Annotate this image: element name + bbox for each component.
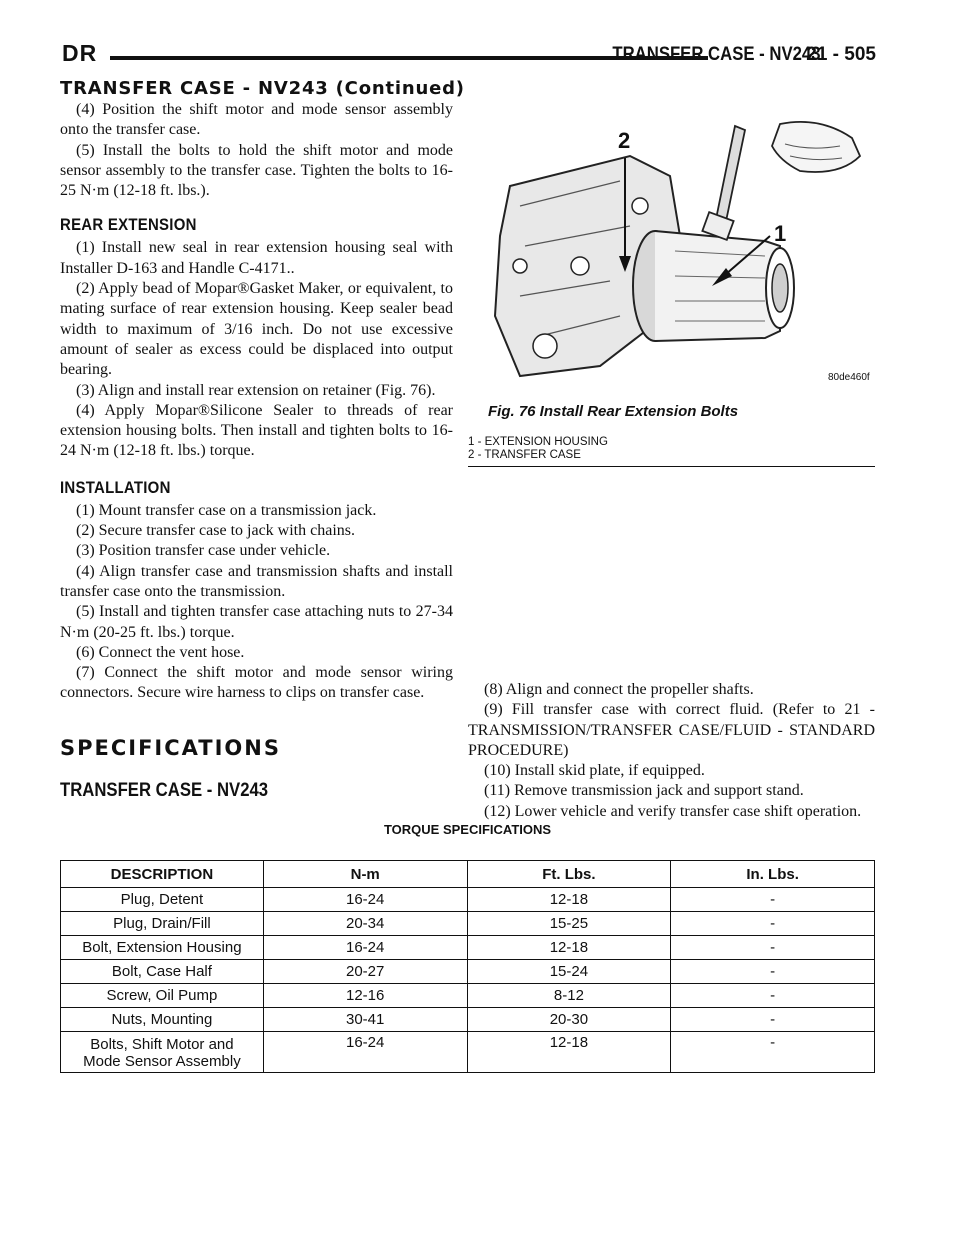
installation-step: (6) Connect the vent hose. [76, 643, 245, 661]
legend-item: 2 - TRANSFER CASE [468, 448, 581, 461]
table-cell: 16-24 [263, 888, 467, 912]
table-cell: 12-18 [467, 936, 671, 960]
intro-step: (5) Install the bolts to hold the shift motor and mode sensor assembly to the transfer case. Tighten the bolts to 16-25 N·m (12-18 ft. lbs.). [60, 141, 453, 200]
table-cell: 30-41 [263, 1008, 467, 1032]
table-cell: 12-18 [467, 888, 671, 912]
table-cell: 20-30 [467, 1008, 671, 1032]
specifications-heading: SPECIFICATIONS [60, 736, 281, 760]
column-header: N-m [263, 861, 467, 888]
rear-extension-step: (1) Install new seal in rear extension housing seal with Installer D-163 and Handle C-4171.. [60, 239, 453, 277]
intro-step: (4) Position the shift motor and mode sensor assembly onto the transfer case. [60, 101, 453, 139]
figure-legend [468, 436, 608, 461]
table-cell: 20-34 [263, 912, 467, 936]
right-column [468, 680, 875, 822]
column-header: Ft. Lbs. [467, 861, 671, 888]
table-row [61, 1032, 875, 1073]
table-cell: 8-12 [467, 984, 671, 1008]
table-cell: - [671, 960, 875, 984]
installation-heading: INSTALLATION [60, 477, 171, 497]
figure-code: 80de460f [828, 372, 870, 383]
table-cell: - [671, 1032, 875, 1073]
installation-step: (1) Mount transfer case on a transmission jack. [76, 501, 377, 519]
table-row [61, 960, 875, 984]
table-row [61, 936, 875, 960]
rear-extension-step: (4) Apply Mopar®Silicone Sealer to threads of rear extension housing bolts. Then install and tighten bolts to 16-24 N·m (12-18 ft. lbs.) torque. [60, 401, 453, 460]
table-cell: Bolt, Case Half [61, 960, 264, 984]
table-cell: 16-24 [263, 1032, 467, 1073]
table-row [61, 1008, 875, 1032]
left-column [60, 100, 453, 704]
rear-extension-heading: REAR EXTENSION [60, 215, 197, 235]
installation-step: (11) Remove transmission jack and support stand. [484, 782, 804, 800]
table-cell: 15-25 [467, 912, 671, 936]
torque-spec-table [60, 860, 875, 1073]
callout-1: 1 [774, 221, 787, 246]
rear-extension-step: (2) Apply bead of Mopar®Gasket Maker, or equivalent, to mating surface of rear extension housing. Keep sealer bead width to maximum of 3/16 inch. Do not use excessive amount of sealer as excess could be displaced into output bearing. [60, 280, 453, 379]
extension-housing-drawing [480, 116, 874, 392]
table-header-row [61, 861, 875, 888]
table-cell: 12-18 [467, 1032, 671, 1073]
table-cell: 16-24 [263, 936, 467, 960]
table-cell: Bolt, Extension Housing [61, 936, 264, 960]
installation-step: (4) Align transfer case and transmission shafts and install transfer case onto the transmission. [60, 562, 453, 600]
cell-line: Mode Sensor Assembly [83, 1053, 241, 1070]
figure-divider [468, 466, 875, 467]
legend-item: 1 - EXTENSION HOUSING [468, 436, 608, 448]
table-cell: - [671, 888, 875, 912]
table-cell: 20-27 [263, 960, 467, 984]
table-cell: 15-24 [467, 960, 671, 984]
installation-step: (10) Install skid plate, if equipped. [484, 762, 705, 780]
table-cell [61, 1032, 264, 1073]
table-row [61, 912, 875, 936]
callout-2: 2 [618, 128, 631, 153]
table-cell: Plug, Detent [61, 888, 264, 912]
installation-step: (12) Lower vehicle and verify transfer case shift operation. [484, 802, 862, 820]
installation-step: (7) Connect the shift motor and mode sensor wiring connectors. Secure wire harness to clips on transfer case. [60, 664, 453, 702]
table-cell: 12-16 [263, 984, 467, 1008]
installation-step: (8) Align and connect the propeller shafts. [484, 681, 754, 698]
column-header: DESCRIPTION [61, 861, 264, 888]
header-title: TRANSFER CASE - NV243 [611, 44, 820, 65]
installation-step: (5) Install and tighten transfer case attaching nuts to 27-34 N·m (20-25 ft. lbs.) torque. [60, 603, 453, 641]
page-number: 21 - 505 [806, 44, 876, 65]
header-section-code: DR [62, 40, 98, 66]
table-row [61, 984, 875, 1008]
table-cell: - [671, 936, 875, 960]
figure-caption: Fig. 76 Install Rear Extension Bolts [488, 403, 739, 420]
table-cell: Nuts, Mounting [61, 1008, 264, 1032]
table-cell: - [671, 1008, 875, 1032]
installation-step: (3) Position transfer case under vehicle. [76, 542, 331, 560]
specifications-subheading: TRANSFER CASE - NV243 [60, 780, 269, 801]
table-row [61, 888, 875, 912]
rear-extension-step: (3) Align and install rear extension on retainer (Fig. 76). [76, 381, 436, 399]
figure-illustration [480, 116, 874, 392]
continued-title: TRANSFER CASE - NV243 (Continued) [60, 78, 465, 99]
table-cell: Screw, Oil Pump [61, 984, 264, 1008]
installation-step: (2) Secure transfer case to jack with chains. [76, 522, 355, 540]
table-cell: - [671, 912, 875, 936]
installation-step: (9) Fill transfer case with correct fluid. (Refer to 21 - TRANSMISSION/TRANSFER CASE/FLUID - STANDARD PROCEDURE) [468, 701, 875, 759]
cell-line: Bolts, Shift Motor and [90, 1036, 234, 1053]
column-header: In. Lbs. [671, 861, 875, 888]
table-cell: - [671, 984, 875, 1008]
table-cell: Plug, Drain/Fill [61, 912, 264, 936]
table-title: TORQUE SPECIFICATIONS [383, 822, 552, 837]
